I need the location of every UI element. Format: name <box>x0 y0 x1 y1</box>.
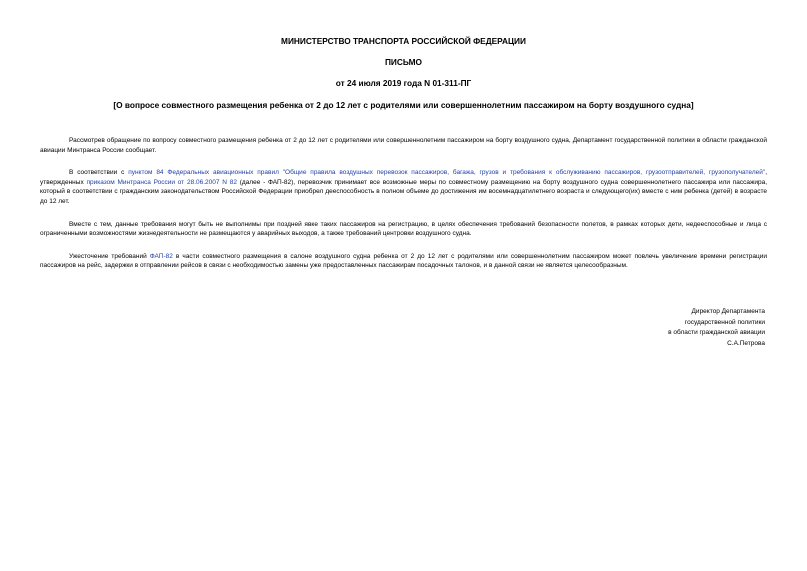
signature-position-line-3: в области гражданской авиации <box>668 329 765 336</box>
paragraph-2-text-b: , утвержденных <box>40 169 767 186</box>
signature-name: С.А.Петрова <box>727 339 765 347</box>
document-subject: [О вопросе совместного размещения ребенка от 2 до 12 лет с родителями или совершеннолетним пассажиром на борту воздушного судна] <box>113 100 694 110</box>
document-type: ПИСЬМО <box>384 57 423 67</box>
paragraph-2-text-c: (далее - ФАП-82), перевозчик принимает все возможные меры по совместному размещению на борту воздушного судна совершеннолетнего пассажира или пассажира, который в соответствии с гражданским законодательством Российской Федерации приобрел дееспособность в полном объеме до достижения им восемнадцатилетнего возраста и следующего(их) вместе с ним ребенка (детей) в возрасте до 12 лет. <box>40 178 768 205</box>
signature-block <box>668 307 765 349</box>
paragraph-3: Вместе с тем, данные требования могут быть не выполнимы при поздней явке таких пассажиров на регистрацию, в целях обеспечения требований безопасности полетов, в рамках которых дети, недееспособные и лица с ограниченными возможностями жизнедеятельности не размещаются у аварийных выходов, а также требований центровки воздушного судна. <box>40 220 767 238</box>
document-date-number: от 24 июля 2019 года N 01-311-ПГ <box>335 78 472 88</box>
order-link[interactable]: приказом Минтранса России от 28.06.2007 N 82 <box>86 178 237 186</box>
paragraph-2-text-a: В соответствии с <box>69 169 129 177</box>
signature-position-line-1: Директор Департамента <box>691 308 765 315</box>
ministry-title: МИНИСТЕРСТВО ТРАНСПОРТА РОССИЙСКОЙ ФЕДЕРАЦИИ <box>281 36 526 46</box>
signature-position-line-2: государственной политики <box>684 318 765 326</box>
paragraph-4 <box>40 252 767 271</box>
fap-rules-link[interactable]: пунктом 84 Федеральных авиационных правил "Общие правила воздушных перевозок пассажиров, багажа, грузов и требования к обслуживанию пассажиров, грузоотправителей, грузополучателей" <box>128 169 766 177</box>
paragraph-1: Рассмотрев обращение по вопросу совместного размещения ребенка от 2 до 12 лет с родителями или совершеннолетним пассажиром на борту воздушного судна, Департамент государственной политики в области гражданской авиации Минтранса России сообщает. <box>40 137 767 154</box>
paragraph-2 <box>40 168 767 206</box>
document-body <box>40 136 767 271</box>
fap-82-link[interactable]: ФАП-82 <box>149 252 173 260</box>
paragraph-4-text-a: Ужесточение требований <box>69 252 150 260</box>
paragraph-4-text-b: в части совместного размещения в салоне воздушного судна ребенка от 2 до 12 лет с родителями или совершеннолетним пассажиром может повлечь увеличение времени регистрации пассажиров на рейс, задержки в отправлении рейсов в связи с необходимостью замены уже предоставленных пассажирам посадочных талонов, и в данной связи не является целесообразным. <box>40 252 767 270</box>
